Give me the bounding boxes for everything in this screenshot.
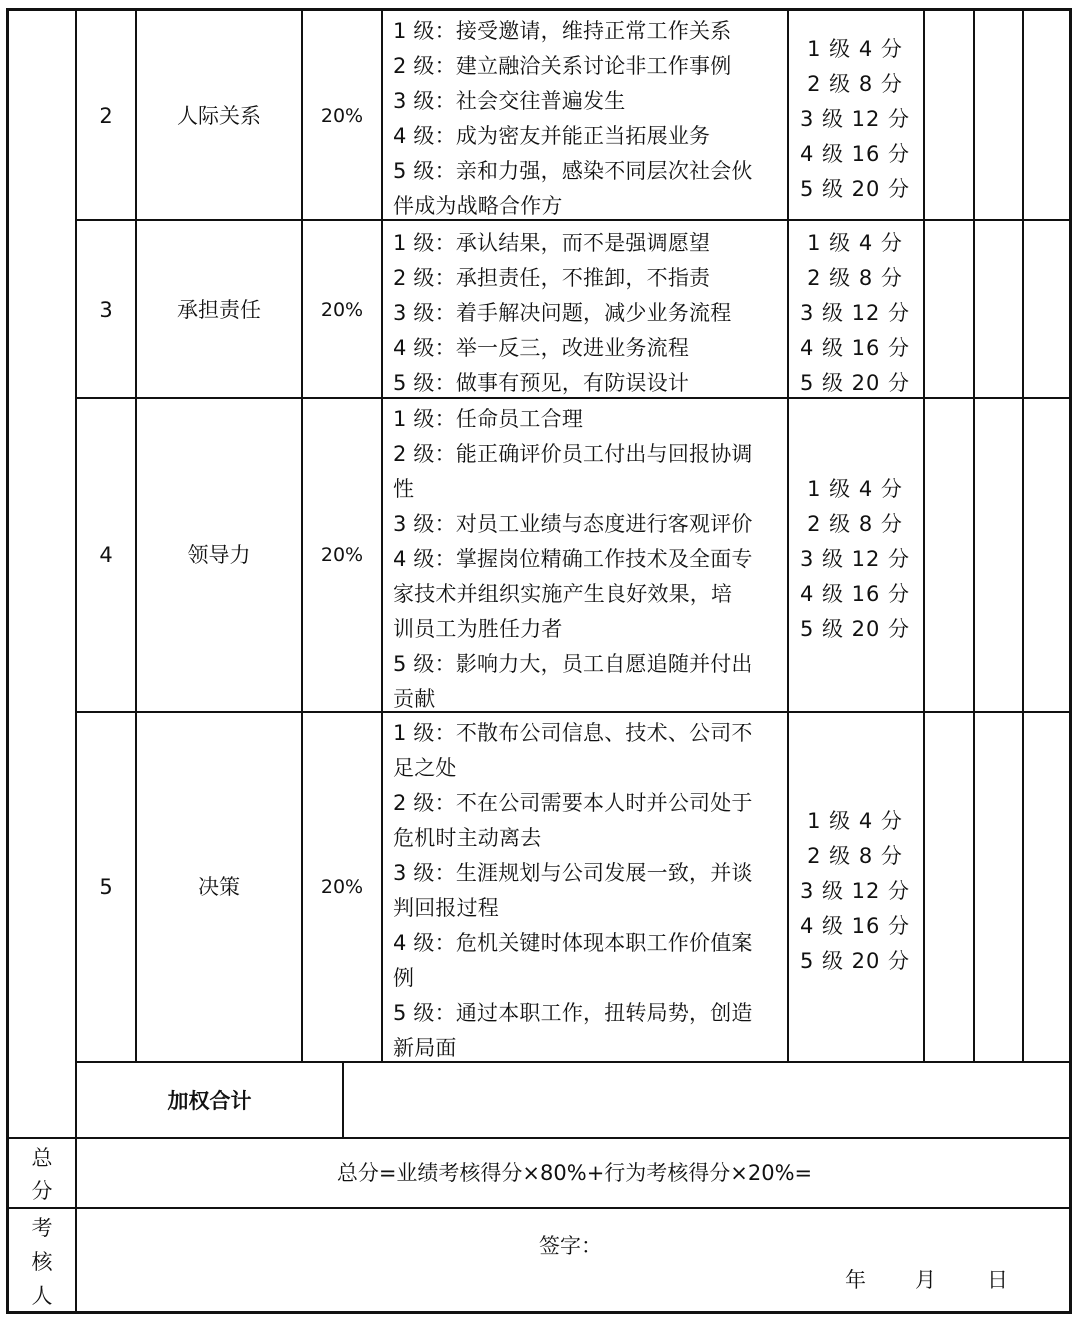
level-score: 3 级 12 分 xyxy=(799,879,911,903)
row-number: 4 xyxy=(99,543,113,567)
level-score: 4 级 16 分 xyxy=(799,142,911,166)
item-name: 领导力 xyxy=(187,543,251,567)
grid-line xyxy=(973,11,975,1062)
level-score: 5 级 20 分 xyxy=(799,371,911,395)
level-description: 4 级：举一反三，改进业务流程 xyxy=(393,336,690,360)
total-label-char: 分 xyxy=(31,1179,53,1203)
level-score: 1 级 4 分 xyxy=(807,231,903,255)
level-description: 性 xyxy=(393,477,415,501)
level-score: 5 级 20 分 xyxy=(799,949,911,973)
total-formula: 总分=业绩考核得分×80%+行为考核得分×20%= xyxy=(336,1161,813,1185)
level-description: 例 xyxy=(393,966,415,990)
date-day-label: 日 xyxy=(987,1268,1008,1292)
level-description: 训员工为胜任力者 xyxy=(393,617,563,641)
level-description: 2 级：能正确评价员工付出与回报协调 xyxy=(393,442,753,466)
grid-line xyxy=(9,1207,1072,1209)
level-description: 5 级：做事有预见，有防误设计 xyxy=(393,371,690,395)
total-label-char: 总 xyxy=(31,1146,53,1170)
level-score: 1 级 4 分 xyxy=(807,809,903,833)
level-description: 2 级：建立融洽关系讨论非工作事例 xyxy=(393,54,732,78)
level-description: 足之处 xyxy=(393,756,457,780)
level-description: 2 级：承担责任，不推卸，不指责 xyxy=(393,266,711,290)
item-name: 决策 xyxy=(198,875,240,899)
level-score: 4 级 16 分 xyxy=(799,582,911,606)
assessment-form xyxy=(6,8,1072,1314)
grid-line xyxy=(75,711,1072,713)
level-description: 3 级：社会交往普遍发生 xyxy=(393,89,626,113)
level-description: 危机时主动离去 xyxy=(393,826,542,850)
level-score: 2 级 8 分 xyxy=(807,266,903,290)
level-score: 3 级 12 分 xyxy=(799,547,911,571)
level-description: 1 级：接受邀请，维持正常工作关系 xyxy=(393,19,732,43)
grid-line xyxy=(381,11,383,1062)
reviewer-label-char: 人 xyxy=(31,1284,53,1308)
level-score: 5 级 20 分 xyxy=(799,617,911,641)
level-description: 3 级：对员工业绩与态度进行客观评价 xyxy=(393,512,753,536)
level-score: 2 级 8 分 xyxy=(807,72,903,96)
grid-line xyxy=(1022,11,1024,1062)
level-score: 2 级 8 分 xyxy=(807,512,903,536)
reviewer-label-char: 考 xyxy=(31,1216,53,1240)
weighted-total-label: 加权合计 xyxy=(167,1089,252,1113)
level-description: 新局面 xyxy=(393,1036,457,1060)
item-weight: 20% xyxy=(320,105,364,127)
item-weight: 20% xyxy=(320,544,364,566)
grid-line xyxy=(923,11,925,1062)
level-description: 伴成为战略合作方 xyxy=(393,194,563,218)
level-description: 贡献 xyxy=(393,687,436,711)
grid-line xyxy=(75,219,1072,221)
level-description: 家技术并组织实施产生良好效果，培 xyxy=(393,582,733,606)
level-score: 4 级 16 分 xyxy=(799,336,911,360)
level-score: 1 级 4 分 xyxy=(807,37,903,61)
level-description: 5 级：亲和力强，感染不同层次社会伙 xyxy=(393,159,753,183)
level-description: 1 级：承认结果，而不是强调愿望 xyxy=(393,231,711,255)
grid-line xyxy=(787,11,789,1062)
level-description: 3 级：着手解决问题，减少业务流程 xyxy=(393,301,732,325)
item-weight: 20% xyxy=(320,299,364,321)
level-description: 5 级：通过本职工作，扭转局势，创造 xyxy=(393,1001,753,1025)
level-description: 1 级：任命员工合理 xyxy=(393,407,584,431)
grid-line xyxy=(75,11,77,1138)
level-description: 2 级：不在公司需要本人时并公司处于 xyxy=(393,791,753,815)
grid-line xyxy=(75,397,1072,399)
date-year-label: 年 xyxy=(845,1268,866,1292)
signature-field[interactable] xyxy=(609,1229,909,1264)
weighted-total-value[interactable] xyxy=(344,1063,1071,1137)
level-description: 4 级：危机关键时体现本职工作价值案 xyxy=(393,931,753,955)
row-number: 5 xyxy=(99,875,113,899)
row-number: 2 xyxy=(99,104,113,128)
level-description: 5 级：影响力大，员工自愿追随并付出 xyxy=(393,652,753,676)
level-description: 4 级：成为密友并能正当拓展业务 xyxy=(393,124,711,148)
item-weight: 20% xyxy=(320,876,364,898)
level-description: 3 级：生涯规划与公司发展一致，并谈 xyxy=(393,861,753,885)
item-name: 承担责任 xyxy=(177,298,261,322)
level-score: 4 级 16 分 xyxy=(799,914,911,938)
level-score: 3 级 12 分 xyxy=(799,107,911,131)
level-score: 3 级 12 分 xyxy=(799,301,911,325)
level-description: 判回报过程 xyxy=(393,896,499,920)
level-score: 1 级 4 分 xyxy=(807,477,903,501)
item-name: 人际关系 xyxy=(177,104,261,128)
level-score: 5 级 20 分 xyxy=(799,177,911,201)
level-description: 1 级：不散布公司信息、技术、公司不 xyxy=(393,721,753,745)
level-description: 4 级：掌握岗位精确工作技术及全面专 xyxy=(393,547,753,571)
grid-line xyxy=(9,1137,1072,1139)
date-month-label: 月 xyxy=(915,1268,936,1292)
row-number: 3 xyxy=(99,298,113,322)
level-score: 2 级 8 分 xyxy=(807,844,903,868)
signature-label: 签字： xyxy=(539,1234,602,1258)
reviewer-label-char: 核 xyxy=(31,1250,53,1274)
